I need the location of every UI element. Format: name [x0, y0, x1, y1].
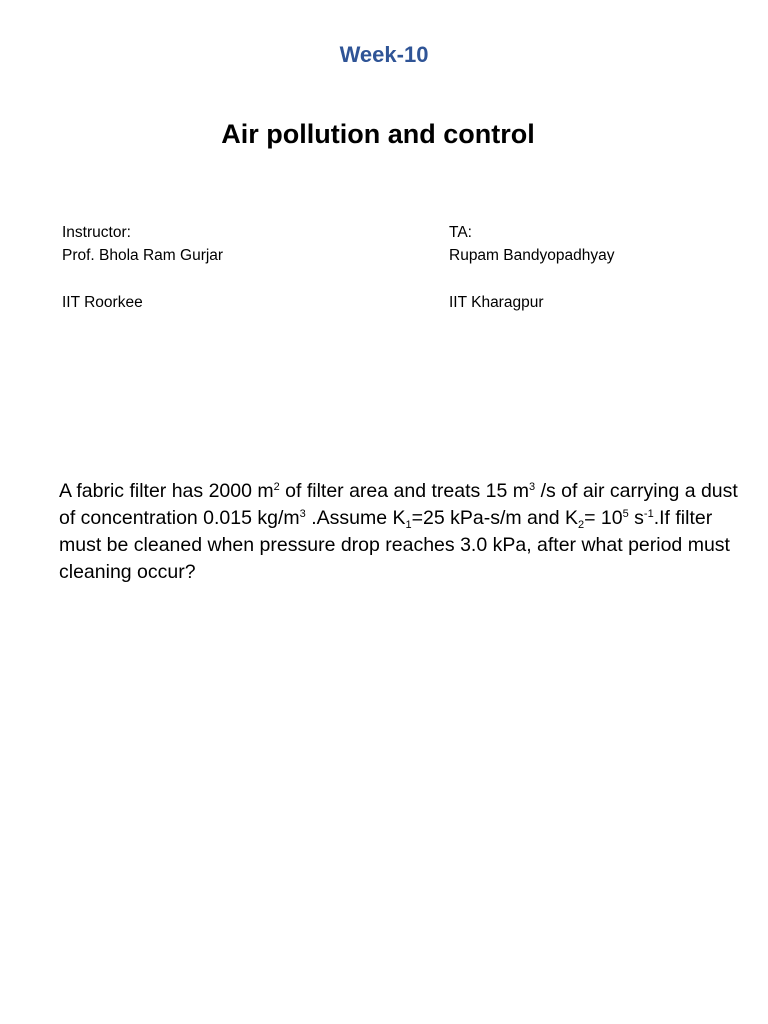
problem-text: .If filter must be cleaned when pressure drop reaches 3.0 kPa, after what period must cleaning occur? — [59, 507, 730, 583]
spacer — [62, 267, 402, 291]
instructor-institute: IIT Roorkee — [62, 294, 143, 311]
page-title: Air pollution and control — [221, 119, 535, 149]
problem-statement — [59, 478, 739, 586]
instructor-block — [62, 221, 402, 314]
subscript: 1 — [405, 519, 412, 531]
ta-name: Rupam Bandyopadhyay — [449, 247, 615, 264]
problem-text: /s of air carrying a dust of concentration 0.015 kg/m — [59, 480, 738, 529]
problem-text: A fabric filter has 2000 m — [59, 480, 274, 502]
ta-block — [449, 221, 749, 314]
subscript: 2 — [578, 519, 585, 531]
problem-text: =25 kPa-s/m and K — [411, 507, 578, 529]
superscript: 5 — [622, 508, 629, 520]
ta-institute: IIT Kharagpur — [449, 294, 544, 311]
week-label: Week-10 — [339, 42, 429, 67]
superscript: -1 — [643, 508, 654, 520]
superscript: 3 — [529, 481, 536, 493]
superscript: 3 — [299, 508, 306, 520]
problem-text: .Assume K — [305, 507, 406, 529]
superscript: 2 — [273, 481, 280, 493]
problem-text: s — [628, 507, 644, 529]
problem-text: = 10 — [584, 507, 623, 529]
instructor-label: Instructor: — [62, 224, 131, 241]
instructor-name: Prof. Bhola Ram Gurjar — [62, 247, 224, 264]
spacer — [449, 267, 749, 291]
ta-label: TA: — [449, 224, 472, 241]
problem-text: of filter area and treats 15 m — [279, 480, 530, 502]
